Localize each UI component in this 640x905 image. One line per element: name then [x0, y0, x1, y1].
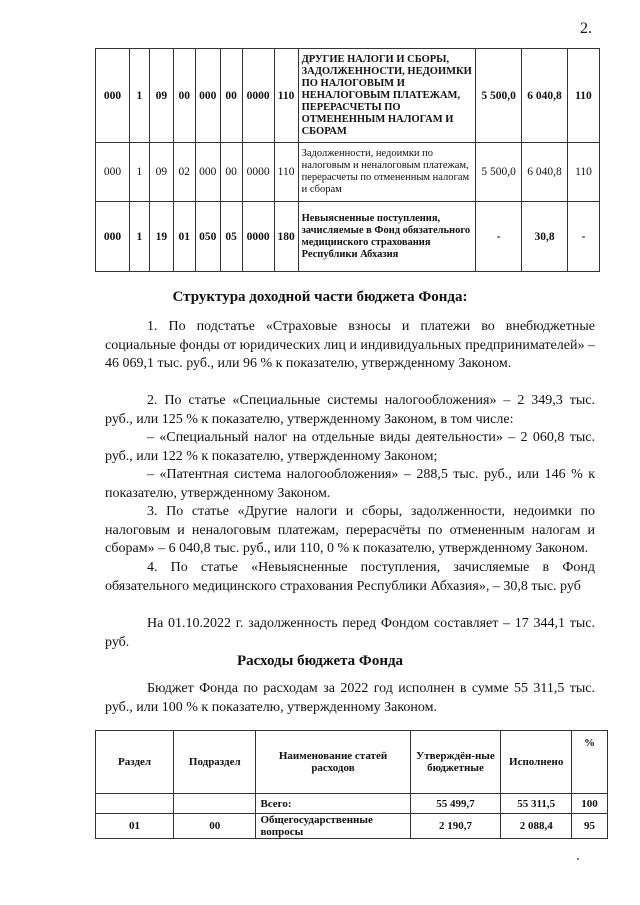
percent-cell: 110	[567, 49, 599, 143]
code-cell: 000	[195, 143, 220, 202]
code-cell: 1	[129, 202, 149, 272]
code-cell: 19	[149, 202, 173, 272]
code-cell: 180	[274, 202, 298, 272]
header-section: Раздел	[96, 731, 174, 794]
header-approved: Утверждён-ные бюджетные	[410, 731, 501, 794]
expense-name-cell: Общегосударственные вопросы	[256, 814, 410, 839]
executed-cell: 2 088,4	[501, 814, 572, 839]
code-cell: 09	[149, 49, 173, 143]
income-structure-heading: Структура доходной части бюджета Фонда:	[172, 289, 468, 305]
section-cell: 01	[96, 814, 174, 839]
income-item-name: ДРУГИЕ НАЛОГИ И СБОРЫ, ЗАДОЛЖЕННОСТИ, НЕДОИМКИ ПО НАЛОГОВЫМ И НЕНАЛОГОВЫМ ПЛАТЕЖАМ, ПЕРЕРАСЧЕТЫ ПО ОТМЕНЕННЫМ НАЛОГАМ И СБОРАМ	[298, 49, 476, 143]
header-percent: %	[572, 731, 608, 794]
code-cell: 1	[129, 49, 149, 143]
code-cell: 110	[274, 143, 298, 202]
income-table	[95, 48, 600, 272]
income-row-other-taxes	[96, 49, 600, 143]
expenses-paragraph: Бюджет Фонда по расходам за 2022 год исполнен в сумме 55 311,5 тыс. руб., или 100 % к показателю, утвержденному Законом.	[105, 681, 595, 715]
approved-cell: 5 500,0	[476, 143, 522, 202]
header-subsection: Подраздел	[174, 731, 256, 794]
code-cell: 00	[220, 49, 242, 143]
header-name: Наименование статей расходов	[256, 731, 410, 794]
approved-cell: 2 190,7	[410, 814, 501, 839]
paragraph-unclear-receipts: 4. По статье «Невыясненные поступления, зачисляемые в Фонд обязательного медицинского страхования Республики Абхазия», – 30,8 тыс. руб	[105, 560, 595, 594]
executed-cell: 55 311,5	[501, 794, 572, 814]
paragraph-special-tax: – «Специальный налог на отдельные виды деятельности» – 2 060,8 тыс. руб., или 122 % к показателю, утвержденному Законом;	[105, 430, 595, 464]
code-cell: 05	[220, 202, 242, 272]
code-cell: 000	[96, 49, 130, 143]
executed-cell: 6 040,8	[522, 143, 568, 202]
income-item-name: Невыясненные поступления, зачисляемые в Фонд обязательного медицинского страхования Республики Абхазия	[298, 202, 476, 272]
code-cell: 110	[274, 49, 298, 143]
code-cell: 000	[96, 202, 130, 272]
expenses-heading: Расходы бюджета Фонда	[236, 653, 404, 669]
code-cell: 000	[195, 49, 220, 143]
executed-cell: 30,8	[522, 202, 568, 272]
expenses-total-row	[96, 794, 608, 814]
income-row-unclear-receipts	[96, 202, 600, 272]
percent-cell: 95	[572, 814, 608, 839]
code-cell: 01	[173, 202, 195, 272]
paragraph-patent: – «Патентная система налогообложения» – 288,5 тыс. руб., или 146 % к показателю, утвержденному Законом.	[105, 467, 595, 501]
subsection-cell: 00	[174, 814, 256, 839]
page-number: 2.	[580, 20, 592, 37]
executed-cell: 6 040,8	[522, 49, 568, 143]
expenses-row-general	[96, 814, 608, 839]
percent-cell: 110	[567, 143, 599, 202]
approved-cell: 55 499,7	[410, 794, 501, 814]
approved-cell: -	[476, 202, 522, 272]
expenses-table	[95, 730, 608, 839]
header-executed: Исполнено	[501, 731, 572, 794]
approved-cell: 5 500,0	[476, 49, 522, 143]
paragraph-insurance: 1. По подстатье «Страховые взносы и платежи во внебюджетные социальные фонды от юридических лиц и индивидуальных предпринимателей» – 46 069,1 тыс. руб., или 96 % к показателю, утвержденному Законом.	[105, 319, 595, 371]
code-cell: 02	[173, 143, 195, 202]
subsection-cell	[174, 794, 256, 814]
section-cell	[96, 794, 174, 814]
code-cell: 00	[220, 143, 242, 202]
percent-cell: 100	[572, 794, 608, 814]
code-cell: 09	[149, 143, 173, 202]
paragraph-special-tax-systems: 2. По статье «Специальные системы налогообложения» – 2 349,3 тыс. руб., или 125 % к показателю, утвержденному Законом, в том числе:	[105, 393, 595, 427]
code-cell: 0000	[242, 202, 274, 272]
code-cell: 0000	[242, 49, 274, 143]
code-cell: 000	[96, 143, 130, 202]
expense-name-cell: Всего:	[256, 794, 410, 814]
code-cell: 1	[129, 143, 149, 202]
code-cell: 0000	[242, 143, 274, 202]
code-cell: 050	[195, 202, 220, 272]
paragraph-debt: На 01.10.2022 г. задолженность перед Фондом составляет – 17 344,1 тыс. руб.	[105, 616, 595, 650]
income-item-name: Задолженности, недоимки по налоговым и неналоговым платежам, перерасчеты по отмененным налогам и сборам	[298, 143, 476, 202]
code-cell: 00	[173, 49, 195, 143]
income-row-arrears	[96, 143, 600, 202]
scan-speck	[577, 858, 579, 860]
expenses-header-row	[96, 731, 608, 794]
paragraph-other-taxes: 3. По статье «Другие налоги и сборы, задолженности, недоимки по налоговым и неналоговым платежам, перерасчёты по отмененным налогам и сборам» – 6 040,8 тыс. руб., или 110, 0 % к показателю, утвержденному Законом.	[105, 504, 595, 556]
percent-cell: -	[567, 202, 599, 272]
